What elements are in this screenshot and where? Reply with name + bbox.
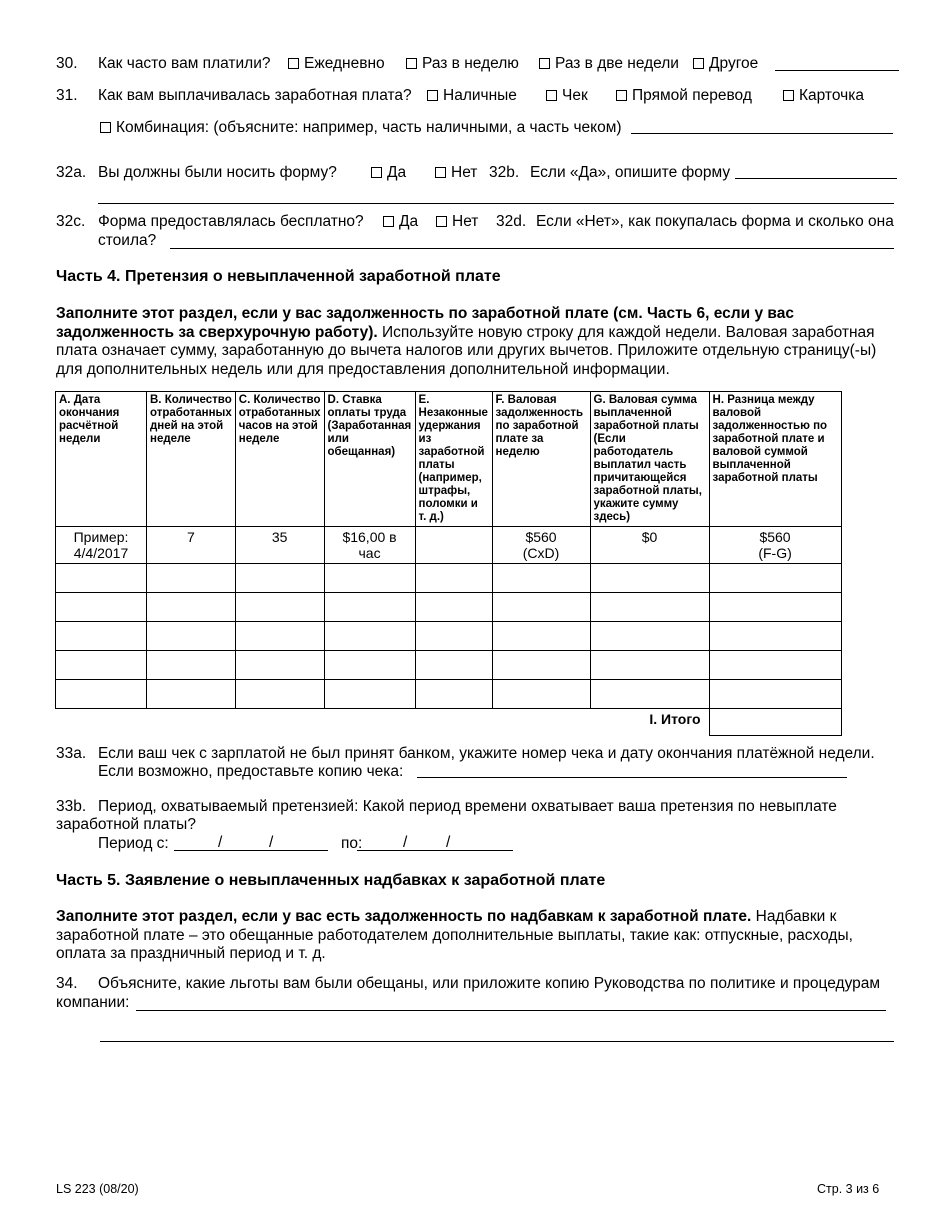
checkbox[interactable]: [100, 122, 111, 133]
q32b-field[interactable]: [735, 178, 897, 179]
checkbox[interactable]: [427, 90, 438, 101]
table-header-row: [56, 392, 842, 527]
part5-title: Часть 5. Заявление о невыплаченных надбавках к заработной плате: [56, 872, 606, 889]
table-cell[interactable]: [56, 593, 147, 622]
q31-combination-field[interactable]: [631, 133, 893, 134]
table-cell[interactable]: [709, 564, 841, 593]
form-id: LS 223 (08/20): [56, 1182, 139, 1196]
example-d: $16,00 в час: [324, 527, 415, 564]
table-cell[interactable]: [492, 622, 590, 651]
table-cell[interactable]: [590, 564, 709, 593]
q31-option-cash[interactable]: Наличные: [427, 87, 517, 105]
part5-intro: Заполните этот раздел, если у вас есть задолженность по надбавкам к заработной плате. Надбавки к заработной плате – это обещанные работодателем дополнительные выплаты, такие как: отпускные, расходы, оплата за праздничный период и т. д.: [56, 908, 853, 962]
table-cell[interactable]: [709, 651, 841, 680]
table-cell[interactable]: [415, 651, 492, 680]
checkbox[interactable]: [783, 90, 794, 101]
q34-field[interactable]: [136, 1010, 886, 1011]
checkbox[interactable]: [371, 167, 382, 178]
table-cell[interactable]: [324, 564, 415, 593]
q32c-number: 32c.: [56, 213, 86, 230]
table-cell[interactable]: [324, 680, 415, 709]
table-cell[interactable]: [492, 593, 590, 622]
header-b: B. Количество отработанных дней на этой неделе: [147, 392, 236, 527]
header-d: D. Ставка оплаты труда (Заработанная или обещанная): [324, 392, 415, 527]
example-f: $560 (CxD): [492, 527, 590, 564]
q32d-question-line2: стоила?: [98, 232, 157, 249]
table-cell[interactable]: [709, 622, 841, 651]
table-cell[interactable]: [56, 651, 147, 680]
example-b: 7: [147, 527, 236, 564]
table-cell[interactable]: [709, 680, 841, 709]
q32c-question: Форма предоставлялась бесплатно?: [98, 213, 364, 230]
table-cell[interactable]: [147, 622, 236, 651]
q33b-from-label: Период с:: [98, 835, 169, 852]
table-cell[interactable]: [324, 651, 415, 680]
q32c-option-no[interactable]: Нет: [436, 213, 478, 231]
q32b-number: 32b.: [489, 164, 520, 181]
table-cell[interactable]: [415, 622, 492, 651]
table-cell[interactable]: [147, 651, 236, 680]
table-cell[interactable]: [324, 622, 415, 651]
q30-option-biweekly[interactable]: Раз в две недели: [539, 55, 679, 73]
q32a-option-yes[interactable]: Да: [371, 164, 406, 182]
q32d-question: Если «Нет», как покупалась форма и сколько она: [536, 213, 894, 230]
header-e: E. Незаконные удержания из заработной платы (например, штрафы, поломки и т. д.): [415, 392, 492, 527]
q34-line1: Объясните, какие льготы вам были обещаны, или приложите копию Руководства по политике и процедурам: [98, 975, 881, 992]
q31-option-direct-deposit[interactable]: Прямой перевод: [616, 87, 752, 105]
table-row: [56, 564, 842, 593]
checkbox[interactable]: [383, 216, 394, 227]
table-cell[interactable]: [492, 564, 590, 593]
table-cell[interactable]: [147, 593, 236, 622]
q30-question: Как часто вам платили?: [98, 55, 271, 72]
q33b-from-date-field[interactable]: [174, 850, 328, 851]
date-separator: /: [403, 834, 408, 851]
q33a-line1: Если ваш чек с зарплатой не был принят банком, укажите номер чека и дату окончания платёжной недели.: [98, 745, 875, 762]
header-f: F. Валовая задолженность по заработной плате за неделю: [492, 392, 590, 527]
total-label: I. Итого: [649, 711, 701, 727]
example-g: $0: [590, 527, 709, 564]
date-separator: /: [269, 834, 274, 851]
date-separator: /: [446, 834, 451, 851]
header-g: G. Валовая сумма выплаченной заработной платы (Если работодатель выплатил часть причитающейся заработной платы, укажите сумму здесь): [590, 392, 709, 527]
q33b-line1: Период, охватываемый претензией: Какой период времени охватывает ваша претензия по невыплате: [98, 798, 837, 815]
example-h: $560 (F-G): [709, 527, 841, 564]
checkbox[interactable]: [693, 58, 704, 69]
q32a-option-no[interactable]: Нет: [435, 164, 477, 182]
wage-claim-table: [55, 391, 842, 736]
header-a: A. Дата окончания расчётной недели: [56, 392, 147, 527]
q31-option-combination[interactable]: Комбинация: (объясните: например, часть наличными, а часть чеком): [100, 119, 622, 137]
table-row: [56, 680, 842, 709]
q34-field-continued[interactable]: [100, 1041, 894, 1042]
q33b-number: 33b.: [56, 798, 87, 815]
header-c: C. Количество отработанных часов на этой неделе: [235, 392, 324, 527]
part4-intro: Заполните этот раздел, если у вас задолженность по заработной плате (см. Часть 6, если у вас задолженность за сверхурочную работу). Используйте новую строку для каждой недели. Валовая заработная плата означает сумму, заработанную до вычета налогов или других вычетов. Приложите отдельную страницу(-ы) для дополнительных недель или для предоставления дополнительной информации.: [56, 305, 877, 378]
table-row: [56, 622, 842, 651]
table-cell[interactable]: [147, 680, 236, 709]
example-a: Пример: 4/4/2017: [56, 527, 147, 564]
table-cell[interactable]: [324, 593, 415, 622]
table-cell[interactable]: [590, 593, 709, 622]
table-cell[interactable]: [235, 564, 324, 593]
table-cell[interactable]: [235, 593, 324, 622]
date-separator: /: [218, 834, 223, 851]
page-number: Стр. 3 из 6: [817, 1182, 880, 1196]
q30-other-field[interactable]: [775, 70, 899, 71]
q32b-question: Если «Да», опишите форму: [530, 164, 731, 181]
total-row: [56, 709, 842, 736]
table-cell[interactable]: [235, 651, 324, 680]
table-cell[interactable]: [56, 622, 147, 651]
q33a-field[interactable]: [417, 777, 847, 778]
table-cell[interactable]: [235, 680, 324, 709]
table-cell[interactable]: [590, 622, 709, 651]
q34-line2: компании:: [56, 994, 130, 1011]
q31-question: Как вам выплачивалась заработная плата?: [98, 87, 412, 104]
table-row: [56, 651, 842, 680]
table-cell[interactable]: [147, 564, 236, 593]
q33a-line2: Если возможно, предоставьте копию чека:: [98, 763, 404, 780]
q31-option-card[interactable]: Карточка: [783, 87, 864, 105]
table-cell[interactable]: [590, 680, 709, 709]
q31-number: 31.: [56, 87, 78, 104]
q32a-question: Вы должны были носить форму?: [98, 164, 337, 181]
q33b-to-label: по:: [341, 835, 363, 852]
table-cell[interactable]: [590, 651, 709, 680]
table-row: [56, 593, 842, 622]
checkbox[interactable]: [406, 58, 417, 69]
q32d-field[interactable]: [170, 248, 894, 249]
q30-number: 30.: [56, 55, 78, 72]
table-cell[interactable]: [235, 622, 324, 651]
example-row: [56, 527, 842, 564]
table-cell[interactable]: [415, 564, 492, 593]
checkbox[interactable]: [546, 90, 557, 101]
part4-title: Часть 4. Претензия о невыплаченной заработной плате: [56, 268, 501, 285]
total-cell[interactable]: [709, 709, 841, 736]
q34-number: 34.: [56, 975, 78, 992]
table-cell[interactable]: [492, 680, 590, 709]
q30-option-weekly[interactable]: Раз в неделю: [406, 55, 519, 73]
checkbox[interactable]: [435, 167, 446, 178]
table-cell[interactable]: [56, 564, 147, 593]
checkbox[interactable]: [436, 216, 447, 227]
example-c: 35: [235, 527, 324, 564]
q33b-to-date-field[interactable]: [357, 850, 513, 851]
q30-option-other[interactable]: Другое: [693, 55, 758, 73]
checkbox[interactable]: [288, 58, 299, 69]
table-cell[interactable]: [56, 680, 147, 709]
table-cell[interactable]: [415, 680, 492, 709]
checkbox[interactable]: [539, 58, 550, 69]
table-cell[interactable]: [492, 651, 590, 680]
q32a-number: 32a.: [56, 164, 87, 181]
q32c-option-yes[interactable]: Да: [383, 213, 418, 231]
q30-option-daily[interactable]: Ежедневно: [288, 55, 385, 73]
q33b-line2: заработной платы?: [56, 816, 196, 833]
example-e: [415, 527, 492, 564]
q32b-field-continued[interactable]: [98, 203, 894, 204]
q33a-number: 33a.: [56, 745, 87, 762]
table-cell[interactable]: [709, 593, 841, 622]
checkbox[interactable]: [616, 90, 627, 101]
q32d-number: 32d.: [496, 213, 527, 230]
table-cell[interactable]: [415, 593, 492, 622]
header-h: H. Разница между валовой задолженностью по заработной плате и валовой суммой выплаченной заработной платы: [709, 392, 841, 527]
q31-option-check[interactable]: Чек: [546, 87, 588, 105]
